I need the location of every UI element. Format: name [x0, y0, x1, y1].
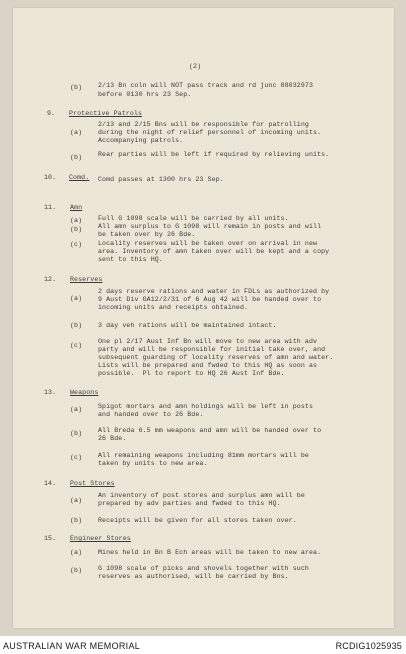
paragraph-line: G 1098 scale of picks and shovels together with such — [98, 565, 309, 572]
section-heading: Weapons — [70, 389, 99, 396]
section-number: 9. — [47, 110, 56, 117]
item-label: (a) — [70, 497, 83, 504]
paragraph-line: 3 day veh rations will be maintained intact. — [98, 322, 277, 329]
item-label: (c) — [70, 454, 83, 461]
paragraph-line: Accompanying patrols. — [98, 137, 184, 144]
paragraph-line: prepared by adv parties and fwded to this HQ. — [98, 500, 281, 507]
paragraph-line: One pl 2/17 Aust Inf Bn will move to new area with adv — [98, 338, 318, 345]
section-heading: Engineer Stores — [70, 535, 131, 542]
paragraph-line: and handed over to 26 Bde. — [98, 411, 204, 418]
section-number: 14. — [44, 480, 57, 487]
item-label: (a) — [70, 549, 83, 556]
item-label: (a) — [70, 129, 83, 136]
paragraph-line: Rear parties will be left if required by relieving units. — [98, 151, 330, 158]
paragraph-line: reserves as authorised, will be carried by Bns. — [98, 573, 289, 580]
section-heading: Amn — [70, 204, 83, 211]
item-label: (b) — [70, 84, 83, 91]
section-number: 12. — [44, 276, 57, 283]
section-heading: Protective Patrols — [69, 110, 143, 117]
item-label: (c) — [70, 241, 83, 248]
record-id: RCDIG1025935 — [335, 641, 402, 651]
item-label: (b) — [70, 322, 83, 329]
paragraph-line: during the night of relief personnel of incoming units. — [98, 129, 322, 136]
section-heading: Comd. — [69, 174, 90, 181]
paragraph-line: taken by units to new area. — [98, 460, 208, 467]
section-heading: Reserves — [70, 276, 103, 283]
paragraph-line: 9 Aust Div GA12/2/31 of 6 Aug 42 will be handed over to — [98, 296, 322, 303]
paragraph-line: Lists will be prepared and fwded to this HQ as soon as — [98, 362, 318, 369]
paragraph-line: An inventory of post stores and surplus amn will be — [98, 492, 305, 499]
paragraph-line: Receipts will be given for all stores taken over. — [98, 517, 297, 524]
archive-footer — [0, 638, 406, 654]
section-number: 15. — [44, 535, 57, 542]
paragraph-line: All amn surplus to G 1098 will remain in posts and will — [98, 223, 322, 230]
paragraph-line: 26 Bde. — [98, 435, 127, 442]
item-label: (b) — [70, 226, 83, 233]
section-number: 11. — [44, 204, 57, 211]
paragraph-line: 2/13 and 2/15 Bns will be responsible for patrolling — [98, 121, 309, 128]
paragraph-line: Spigot mortars and amn holdings will be left in posts — [98, 403, 314, 410]
paragraph-line: Locality reserves will be taken over on arrival in new — [98, 240, 318, 247]
item-label: (b) — [70, 567, 83, 574]
paragraph-line: party and will be responsible for initial take over, and — [98, 346, 326, 353]
document-page — [13, 8, 394, 628]
paragraph-line: All remaining weapons including 81mm mortars will be — [98, 452, 309, 459]
paragraph-line: All Breda 6.5 mm weapons and amn will be handed over to — [98, 427, 322, 434]
paragraph-line: incoming units and receipts obtained. — [98, 304, 249, 311]
section-number: 13. — [44, 389, 57, 396]
paragraph-line: subsequent guarding of locality reserves of amn and water. — [98, 354, 334, 361]
paragraph-line: possible. Pl to report to HQ 26 Aust Inf Bde. — [98, 370, 285, 377]
paragraph-line: 2/13 Bn coln will NOT pass track and rd junc 88032973 — [98, 82, 314, 89]
page-number: (2) — [189, 63, 202, 70]
item-label: (a) — [70, 406, 83, 413]
paragraph-line: 2 days reserve rations and water in FDLs as authorized by — [98, 288, 330, 295]
paragraph-line: be taken over by 26 Bde. — [98, 231, 196, 238]
paragraph-line: Comd passes at 1300 hrs 23 Sep. — [98, 176, 224, 183]
paragraph-line: sent to this HQ. — [98, 256, 163, 263]
item-label: (b) — [70, 154, 83, 161]
item-label: (b) — [70, 517, 83, 524]
paragraph-line: before 0130 hrs 23 Sep. — [98, 91, 192, 98]
item-label: (c) — [70, 342, 83, 349]
paragraph-line: Mines held in Bn B Ech areas will be taken to new area. — [98, 549, 322, 556]
item-label: (b) — [70, 430, 83, 437]
archive-name: AUSTRALIAN WAR MEMORIAL — [3, 641, 141, 651]
section-number: 10. — [44, 174, 57, 181]
item-label: (a) — [70, 295, 83, 302]
item-label: (a) — [70, 217, 83, 224]
section-heading: Post Stores — [70, 480, 115, 487]
paragraph-line: area. Inventory of amn taken over will be kept and a copy — [98, 248, 330, 255]
paragraph-line: Full G 1098 scale will be carried by all units. — [98, 215, 289, 222]
